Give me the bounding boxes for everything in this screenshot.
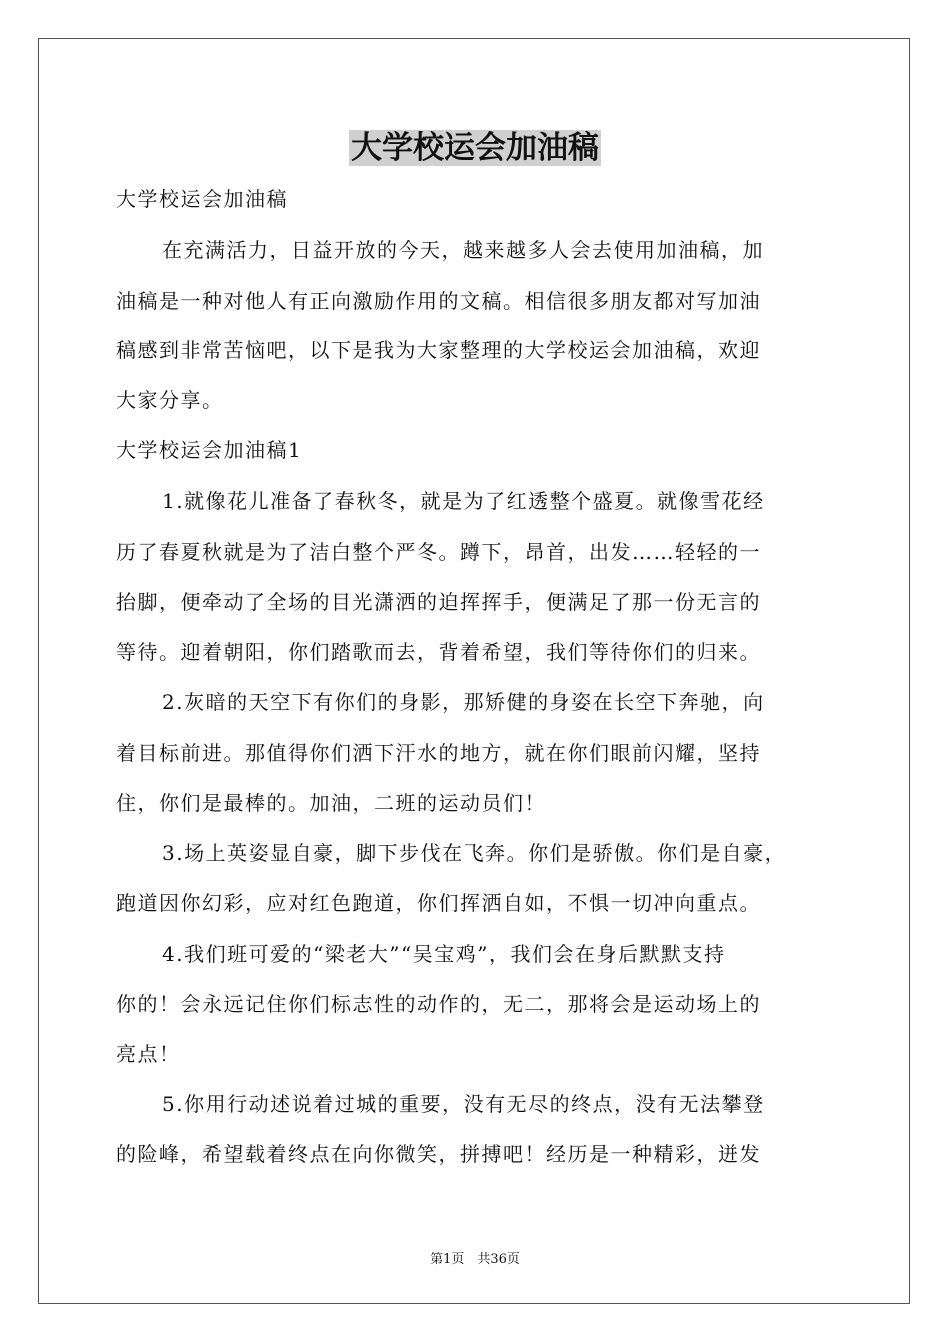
- paragraph-line: 着目标前进。那值得你们洒下汗水的地方，就在你们眼前闪耀，坚持: [116, 741, 761, 765]
- paragraph-line: 大家分享。: [116, 388, 224, 412]
- page-title: [0, 126, 950, 170]
- paragraph-line: 1.就像花儿准备了春秋冬，就是为了红透整个盛夏。就像雪花经: [162, 489, 765, 513]
- paragraph-line: 等待。迎着朝阳，你们踏歌而去，背着希望，我们等待你们的归来。: [116, 640, 761, 664]
- paragraph-line: 4.我们班可爱的“梁老大”“吴宝鸡”，我们会在身后默默支持: [162, 942, 726, 966]
- paragraph-line: 住，你们是最棒的。加油，二班的运动员们！: [116, 791, 546, 815]
- paragraph-line: 在充满活力，日益开放的今天，越来越多人会去使用加油稿，加: [162, 238, 764, 262]
- paragraph-line: 5.你用行动述说着过城的重要，没有无尽的终点，没有无法攀登: [162, 1092, 765, 1116]
- paragraph-line: 油稿是一种对他人有正向激励作用的文稿。相信很多朋友都对写加油: [116, 289, 761, 313]
- paragraph-line: 抬脚，便牵动了全场的目光潇洒的迫挥挥手，便满足了那一份无言的: [116, 590, 761, 614]
- section-heading: 大学校运会加油稿1: [116, 438, 303, 462]
- paragraph-line: 3.场上英姿显自豪，脚下步伐在飞奔。你们是骄傲。你们是自豪，: [162, 841, 787, 865]
- document-subtitle: 大学校运会加油稿: [116, 187, 288, 211]
- page-number: 第1页 共36页: [430, 1252, 520, 1267]
- paragraph-line: 历了春夏秋就是为了洁白整个严冬。蹲下，昂首，出发……轻轻的一: [116, 540, 761, 564]
- paragraph-line: 你的！会永远记住你们标志性的动作的，无二，那将会是运动场上的: [116, 992, 761, 1016]
- paragraph-line: 稿感到非常苦恼吧，以下是我为大家整理的大学校运会加油稿，欢迎: [116, 338, 761, 362]
- paragraph-line: 跑道因你幻彩，应对红色跑道，你们挥洒自如，不惧一切冲向重点。: [116, 891, 761, 915]
- page-title-text: 大学校运会加油稿: [351, 130, 599, 166]
- paragraph-line: 2.灰暗的天空下有你们的身影，那矫健的身姿在长空下奔驰，向: [162, 690, 765, 714]
- paragraph-line: 亮点！: [116, 1042, 181, 1066]
- paragraph-line: 的险峰，希望载着终点在向你微笑，拼搏吧！经历是一种精彩，迸发: [116, 1142, 761, 1166]
